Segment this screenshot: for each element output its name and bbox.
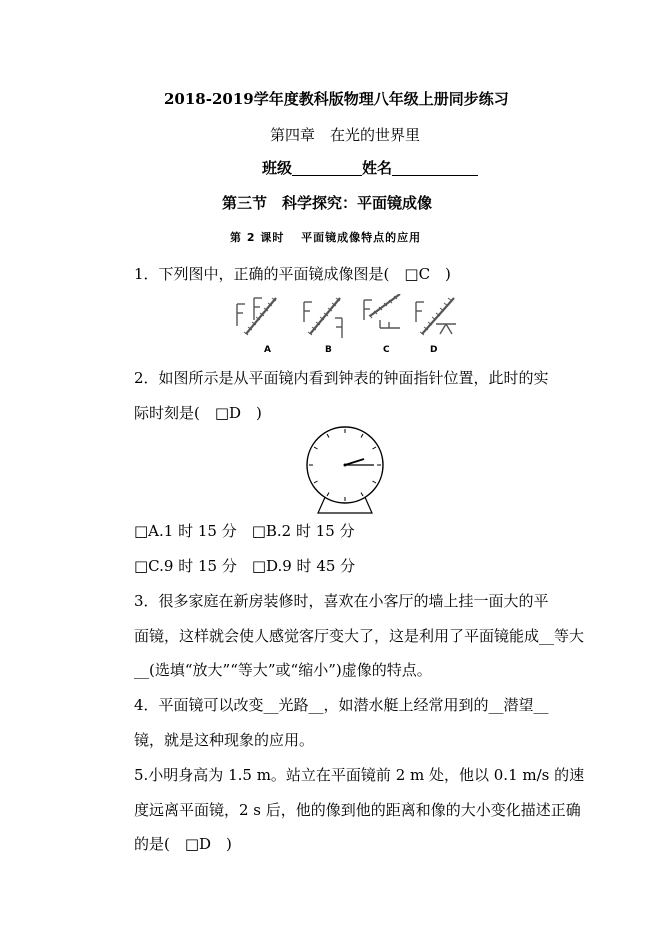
q1-text: 1．下列图中，正确的平面镜成像图是( □C ): [134, 265, 451, 283]
section-title: 第三节 科学探究：平面镜成像: [222, 194, 433, 212]
option-c-figure: [364, 294, 400, 328]
option-b-label: B: [325, 345, 332, 355]
class-label: 班级: [262, 159, 293, 177]
q3-line3: __(选填“放大”“等大”或“缩小”)虚像的特点。: [134, 661, 432, 679]
name-label: 姓名: [362, 159, 393, 177]
q5-line2: 度远离平面镜，2 s 后，他的像到他的距离和像的大小变化描述正确: [134, 801, 581, 819]
q2-options-ab: □A.1 时 15 分 □B.2 时 15 分: [134, 522, 355, 540]
q2-options-cd: □C.9 时 15 分 □D.9 时 45 分: [134, 557, 356, 575]
q4-line2: 镜，就是这种现象的应用。: [134, 731, 315, 749]
class-name-line: [262, 157, 478, 178]
lesson-title: 第 2 课时 平面镜成像特点的应用: [230, 231, 422, 244]
option-d-figure: [416, 298, 456, 335]
main-title: 2018-2019学年度教科版物理八年级上册同步练习: [164, 90, 509, 108]
option-d-label: D: [430, 345, 438, 355]
q5-line1: 5.小明身高为 1.5 m。站立在平面镜前 2 m 处，他以 0.1 m/s 的速: [134, 766, 585, 784]
clock-center: [344, 464, 347, 467]
q3-line2: 面镜，这样就会使人感觉客厅变大了，这是利用了平面镜能成__等大: [134, 627, 585, 645]
clock-figure: [300, 425, 390, 517]
q5-line3: 的是( □D ): [134, 835, 232, 853]
q4-line1: 4．平面镜可以改变__光路__，如潜水艇上经常用到的__潜望__: [134, 696, 549, 714]
q2-line1: 2．如图所示是从平面镜内看到钟表的钟面指针位置，此时的实: [134, 369, 549, 387]
option-a-figure: [237, 298, 276, 335]
q2-line2: 际时刻是( □D ): [134, 404, 262, 422]
class-blank: [292, 160, 362, 176]
option-c-label: C: [383, 345, 390, 355]
name-blank: [392, 160, 478, 176]
q3-line1: 3．很多家庭在新房装修时，喜欢在小客厅的墙上挂一面大的平: [134, 592, 549, 610]
option-b-figure: [304, 298, 342, 338]
option-a-label: A: [264, 345, 271, 355]
chapter-title: 第四章 在光的世界里: [270, 126, 421, 144]
